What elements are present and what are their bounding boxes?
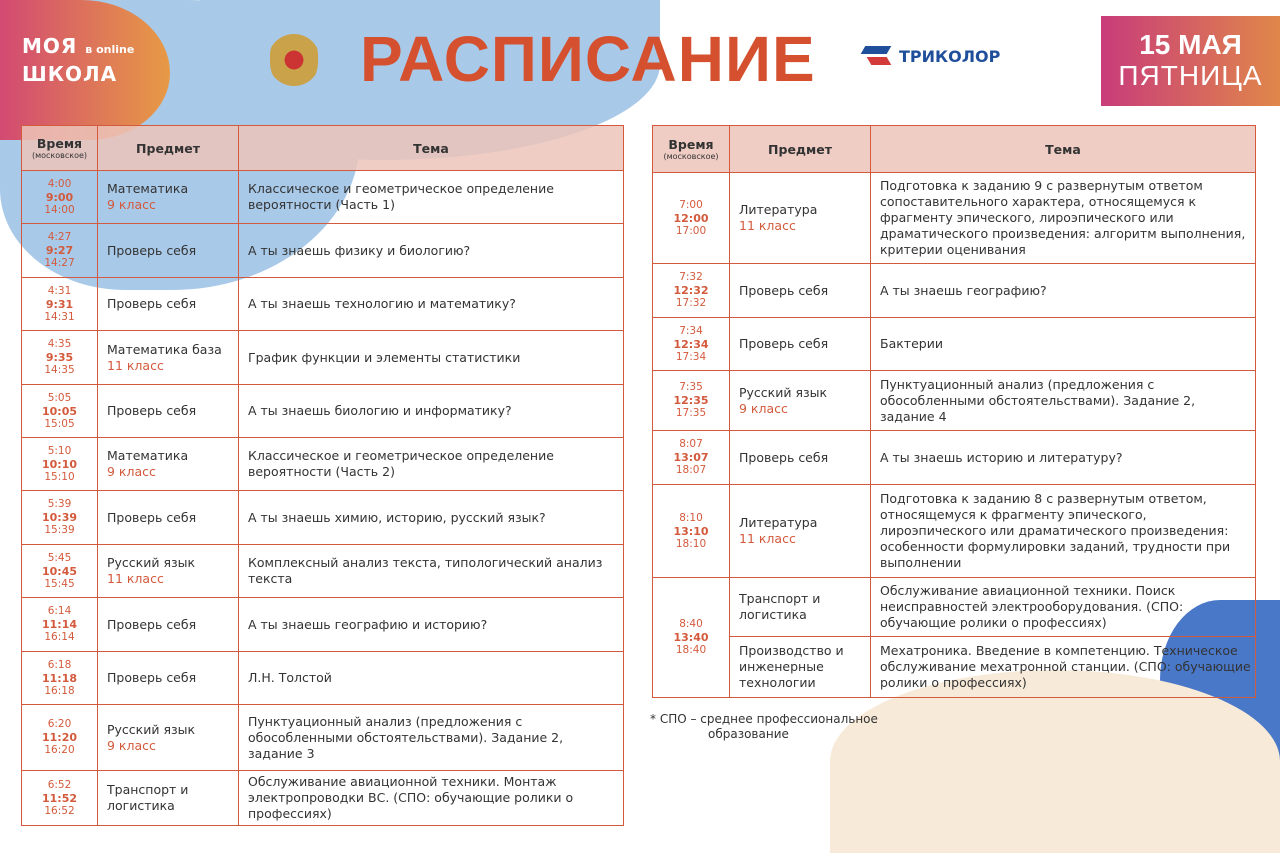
time-cell: 6:20 11:20 16:20 (22, 705, 98, 771)
topic-cell: А ты знаешь технологию и математику? (239, 278, 624, 331)
topic-cell: А ты знаешь географию? (871, 264, 1256, 318)
topic-cell: Пунктуационный анализ (предложения с обособленными обстоятельствами). Задание 2, задание 4 (871, 371, 1256, 431)
subject-cell: Транспорт и логистика (730, 578, 871, 637)
subject-cell: Производство и инженерные технологии (730, 637, 871, 698)
time-cell: 4:00 9:00 14:00 (22, 171, 98, 224)
time-cell: 4:27 9:27 14:27 (22, 224, 98, 278)
time-cell: 7:35 12:35 17:35 (653, 371, 730, 431)
table-row (22, 171, 624, 224)
subject-cell: Транспорт и логистика (98, 771, 239, 826)
subject-cell: Русский язык 9 класс (730, 371, 871, 431)
topic-cell: А ты знаешь географию и историю? (239, 598, 624, 652)
topic-cell: Пунктуационный анализ (предложения с обособленными обстоятельствами). Задание 2, задание 3 (239, 705, 624, 771)
topic-cell: А ты знаешь физику и биологию? (239, 224, 624, 278)
subject-cell: Проверь себя (98, 491, 239, 545)
col-topic: Тема (871, 126, 1256, 173)
moya-shkola-logo: МОЯ в online ШКОЛА (22, 34, 135, 86)
table-row (22, 278, 624, 331)
topic-cell: Классическое и геометрическое определение вероятности (Часть 1) (239, 171, 624, 224)
subject-cell: Литература 11 класс (730, 173, 871, 264)
date-badge: 15 МАЯ ПЯТНИЦА (1101, 16, 1280, 106)
col-time: Время (московское) (653, 126, 730, 173)
table-row (22, 771, 624, 826)
time-cell: 6:52 11:52 16:52 (22, 771, 98, 826)
subject-cell: Проверь себя (98, 652, 239, 705)
time-cell: 5:05 10:05 15:05 (22, 385, 98, 438)
time-cell: 8:07 13:07 18:07 (653, 431, 730, 485)
page-title: РАСПИСАНИЕ (360, 23, 816, 95)
table-row (653, 371, 1256, 431)
subject-cell: Проверь себя (98, 224, 239, 278)
time-cell: 6:18 11:18 16:18 (22, 652, 98, 705)
col-time: Время (московское) (22, 126, 98, 171)
subject-cell: Русский язык 11 класс (98, 545, 239, 598)
table-row (22, 545, 624, 598)
subject-cell: Математика 9 класс (98, 171, 239, 224)
topic-cell: Бактерии (871, 318, 1256, 371)
table-row (22, 331, 624, 385)
time-cell: 4:31 9:31 14:31 (22, 278, 98, 331)
topic-cell: А ты знаешь историю и литературу? (871, 431, 1256, 485)
table-row (653, 637, 1256, 698)
table-row (22, 652, 624, 705)
col-subject: Предмет (98, 126, 239, 171)
table-row (22, 705, 624, 771)
subject-cell: Русский язык 9 класс (98, 705, 239, 771)
table-row (653, 173, 1256, 264)
subject-cell: Математика 9 класс (98, 438, 239, 491)
table-row (653, 264, 1256, 318)
table-row (653, 318, 1256, 371)
subject-cell: Проверь себя (98, 278, 239, 331)
topic-cell: А ты знаешь биологию и информатику? (239, 385, 624, 438)
table-row (22, 438, 624, 491)
topic-cell: Подготовка к заданию 9 с развернутым ответом сопоставительного характера, относящемуся к фрагменту эпического, лироэпического или драматического произведения: алгоритм выполнения, критерии оценивания (871, 173, 1256, 264)
time-cell: 4:35 9:35 14:35 (22, 331, 98, 385)
schedule-table-left (21, 125, 624, 826)
table-row (22, 224, 624, 278)
topic-cell: Обслуживание авиационной техники. Монтаж электропроводки ВС. (СПО: обучающие ролики о профессиях) (239, 771, 624, 826)
subject-cell: Проверь себя (98, 385, 239, 438)
coat-of-arms-icon (270, 32, 318, 88)
time-cell: 7:32 12:32 17:32 (653, 264, 730, 318)
subject-cell: Литература 11 класс (730, 485, 871, 578)
table-row (22, 598, 624, 652)
topic-cell: Л.Н. Толстой (239, 652, 624, 705)
time-cell: 5:45 10:45 15:45 (22, 545, 98, 598)
subject-cell: Проверь себя (730, 431, 871, 485)
table-row (22, 491, 624, 545)
table-row (653, 431, 1256, 485)
col-topic: Тема (239, 126, 624, 171)
time-cell: 7:00 12:00 17:00 (653, 173, 730, 264)
time-cell: 5:39 10:39 15:39 (22, 491, 98, 545)
time-cell: 8:40 13:40 18:40 (653, 578, 730, 698)
topic-cell: Комплексный анализ текста, типологический анализ текста (239, 545, 624, 598)
time-cell: 7:34 12:34 17:34 (653, 318, 730, 371)
table-row (22, 385, 624, 438)
footnote: * СПО – среднее профессиональное образование (650, 712, 878, 741)
subject-cell: Проверь себя (730, 318, 871, 371)
time-cell: 8:10 13:10 18:10 (653, 485, 730, 578)
subject-cell: Проверь себя (730, 264, 871, 318)
subject-cell: Проверь себя (98, 598, 239, 652)
topic-cell: Подготовка к заданию 8 с развернутым ответом, относящемуся к фрагменту эпического, лироэпического или драматического произведения: особенности формулировки заданий, трудности при выполнении (871, 485, 1256, 578)
table-row (653, 578, 1256, 637)
time-cell: 6:14 11:14 16:14 (22, 598, 98, 652)
topic-cell: А ты знаешь химию, историю, русский язык? (239, 491, 624, 545)
schedule-table-right (652, 125, 1256, 698)
topic-cell: Обслуживание авиационной техники. Поиск неисправностей электрооборудования. (СПО: обучающие ролики о профессиях) (871, 578, 1256, 637)
col-subject: Предмет (730, 126, 871, 173)
tricolor-logo: ТРИКОЛОР (863, 44, 1000, 68)
time-cell: 5:10 10:10 15:10 (22, 438, 98, 491)
topic-cell: График функции и элементы статистики (239, 331, 624, 385)
table-row (653, 485, 1256, 578)
subject-cell: Математика база 11 класс (98, 331, 239, 385)
topic-cell: Классическое и геометрическое определение вероятности (Часть 2) (239, 438, 624, 491)
topic-cell: Мехатроника. Введение в компетенцию. Техническое обслуживание мехатронной станции. (СПО: обучающие ролики о профессиях) (871, 637, 1256, 698)
tricolor-mark-icon (863, 44, 893, 68)
